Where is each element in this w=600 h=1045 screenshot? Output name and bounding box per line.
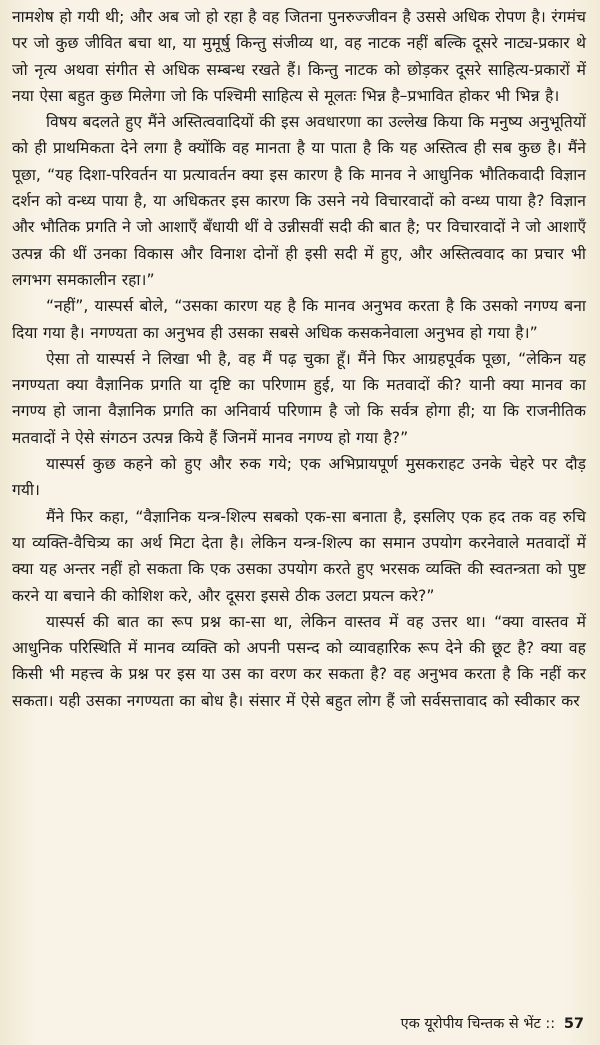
paragraph: मैंने फिर कहा, “वैज्ञानिक यन्त्र-शिल्प सबको एक-सा बनाता है, इसलिए एक हद तक वह रुचि या व्यक्ति-वैचित्र्य का अर्थ मिटा देता है। लेकिन यन्त्र-शिल्प का समान उपयोग करनेवाले मतवादों में क्या यह अन्तर नहीं हो सकता कि एक उसका उपयोग करते हुए भरसक व्यक्ति की स्वतन्त्रता को पुष्ट करने या बचाने की कोशिश करे, और दूसरा इससे ठीक उलटा प्रयत्न करे?” <box>12 507 586 605</box>
paragraph: यास्पर्स की बात का रूप प्रश्न का-सा था, लेकिन वास्तव में वह उत्तर था। “क्या वास्तव में आधुनिक परिस्थिति में मानव व्यक्ति को अपनी पसन्द को व्यावहारिक रूप देने की छूट है? क्या वह किसी भी महत्त्व के प्रश्न पर इस या उस का वरण कर सकता है? वह अनुभव करता है कि नहीं कर सकता। यही उसका नगण्यता का बोध है। संसार में ऐसे बहुत लोग हैं जो सर्वसत्तावाद को स्वीकार कर <box>12 612 586 710</box>
running-footer-title: एक यूरोपीय चिन्तक से भेंट :: <box>400 1016 556 1032</box>
paragraph: ऐसा तो यास्पर्स ने लिखा भी है, वह मैं पढ़ चुका हूँ। मैंने फिर आग्रहपूर्वक पूछा, “लेकिन यह नगण्यता क्या वैज्ञानिक प्रगति या दृष्टि का परिणाम हुई, या कि मतवादों की? यानी क्या मानव का नगण्य हो जाना वैज्ञानिक प्रगति का अनिवार्य परिणाम है जो कि सर्वत्र होगा ही; या कि राजनीतिक मतवादों ने ऐसे संगठन उत्पन्न किये हैं जिनमें मानव नगण्य हो गया है?” <box>12 349 586 447</box>
paragraph: “नहीं”, यास्पर्स बोले, “उसका कारण यह है कि मानव अनुभव करता है कि उसको नगण्य बना दिया गया है। नगण्यता का अनुभव ही उसका सबसे अधिक कसकनेवाला अनुभव हो गया है।” <box>12 297 586 342</box>
paragraph: नामशेष हो गयी थी; और अब जो हो रहा है वह जितना पुनरुज्जीवन है उससे अधिक रोपण है। रंगमंच पर जो कुछ जीवित बचा था, या मुमूर्षु किन्तु संजीव्य था, वह नाटक नहीं बल्कि दूसरे नाट्य-प्रकार थे जो नृत्य अथवा संगीत से अधिक सम्बन्ध रखते हैं। किन्तु नाटक को छोड़कर दूसरे साहित्य-प्रकारों में नया ऐसा बहुत कुछ मिलेगा जो कि पश्चिमी साहित्य से मूलतः भिन्न है–प्रभावित होकर भी भिन्न है। <box>12 8 586 105</box>
page-footer <box>401 1015 584 1033</box>
page-number: 57 <box>563 1016 584 1032</box>
paragraph: यास्पर्स कुछ कहने को हुए और रुक गये; एक अभिप्रायपूर्ण मुसकराहट उनके चेहरे पर दौड़ गयी। <box>12 455 586 500</box>
page-body-text <box>12 4 586 714</box>
paragraph: विषय बदलते हुए मैंने अस्तित्ववादियों की इस अवधारणा का उल्लेख किया कि मनुष्य अनुभूतियों को ही प्राथमिकता देने लगा है क्योंकि वह मानता है या पाता है कि यह अस्तित्व ही सब कुछ है। मैंने पूछा, “यह दिशा-परिवर्तन या प्रत्यावर्तन क्या इस कारण है कि मानव ने आधुनिक भौतिकवादी विज्ञान दर्शन को वन्ध्य पाया है, या अधिकतर इस कारण कि उसने नये विचारवादों को वन्ध्य पाया है? विज्ञान और भौतिक प्रगति ने जो आशाएँ बँधायी थीं वे उन्नीसवीं सदी की बात है; पर विचारवादों ने जो आशाएँ उत्पन्न की थीं उनका विकास और विनाश दोनों ही इसी सदी में हुए, और अस्तित्ववाद का प्रचार भी लगभग समकालीन रहा।” <box>12 113 586 289</box>
